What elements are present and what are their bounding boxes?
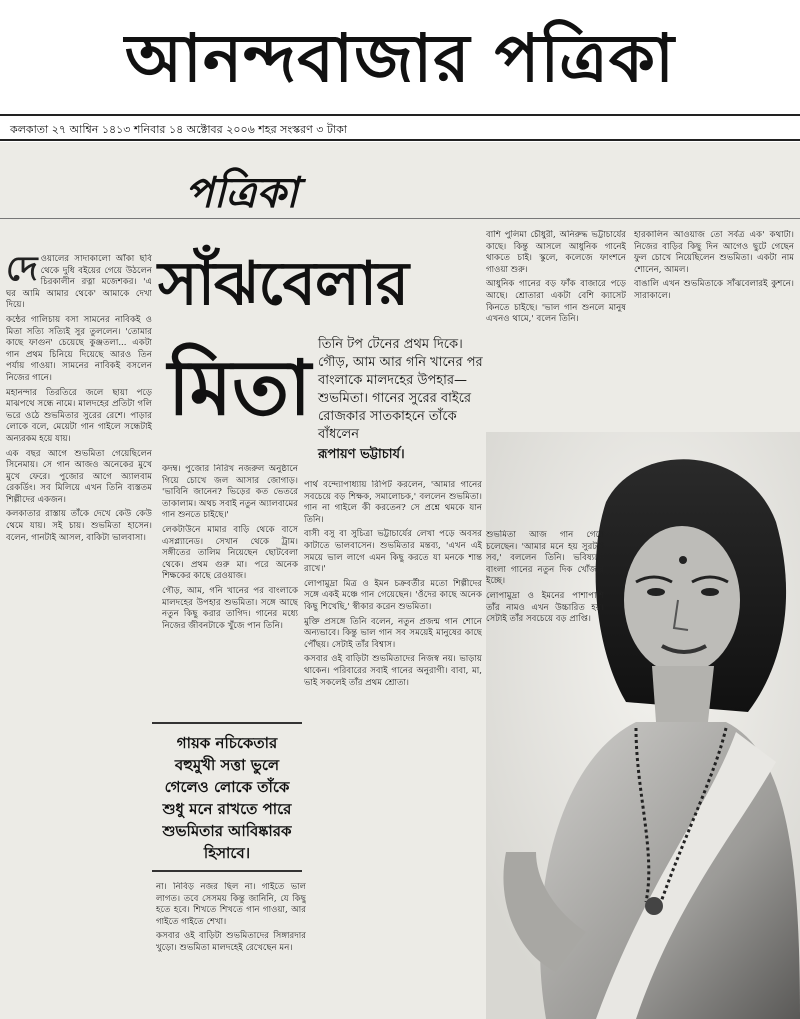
paragraph: হারকালিন আওয়াজ তো সর্বত্র এক' কথাটা। নিজের বাড়ির কিছু দিন আগেও ছুটে গেছেন ফুল চোখে নিয়েছিলেন শুভমিতা। একটা নাম শোনেন, আমল। <box>634 230 794 275</box>
masthead <box>0 0 800 112</box>
paragraph: বাশি পুলিমা চৌধুরী, অনিরুদ্ধ ভট্টাচার্যের কাছে। কিন্তু আসলে আধুনিক গানেই থাকতে চাই। স্কুলে, কলেজে ফাংশনে গাওয়া শুরু। <box>486 230 626 275</box>
drop-cap: দে <box>6 254 38 289</box>
article-column-f <box>486 530 604 1010</box>
article-column-g <box>156 882 306 1014</box>
paragraph: না। নিবিড় নজর ছিল না। গাইতে ভাল লাগত। তবে সেসময় কিন্তু জানিনি, যে কিছু হতে হবে। শিখতে শিখতে গান গাওয়া, আর গাইতে গাইতে শেখা। <box>156 882 306 927</box>
article-column-c <box>304 480 482 1019</box>
paragraph: লোপামুদ্রা ও ইমনের পাশাপাশি তাঁর নামও এখন উচ্চারিত হয়। সেটাই তাঁর সবচেয়ে বড় প্রাপ্তি। <box>486 590 604 625</box>
headline-line-1: সাঁঝবেলার <box>158 249 409 319</box>
section-rule <box>0 218 800 219</box>
paragraph: বাসী বসু বা সুচিত্রা ভট্টাচার্যের লেখা পড়ে অবসর কাটাতে ভালবাসেন। শুভমিতার মন্তব্য, 'এখন এই সময়ে ভাল লাগে এমন কিছু করতে যা মনকে শান্ত রাখে।' <box>304 529 482 575</box>
standfirst <box>318 336 486 464</box>
newspaper-title: আনন্দবাজার পত্রিকা <box>124 20 676 97</box>
article-clipping <box>0 142 800 1019</box>
masthead-rule-bottom <box>0 139 800 141</box>
paragraph: গৌড়, আম, গনি খানের পর বাংলাকে মালদহের উপহার শুভমিতা। সঙ্গে আছে নতুন কিছু করার তাগিদ। গানের মধ্যে নিজের জীবনটাকে খুঁজে পান তিনি। <box>162 585 298 631</box>
byline: রূপায়ণ ভট্টাচার্য। <box>318 447 405 462</box>
paragraph: লোপামুদ্রা মিত্র ও ইমন চক্রবর্তীর মতো শিল্পীদের সঙ্গে একই মঞ্চে গান গেয়েছেন। 'ওঁদের কাছে অনেক কিছু শিখেছি,' স্বীকার করেন শুভমিতা। <box>304 578 482 612</box>
section-label: পত্রিকা <box>185 168 298 217</box>
paragraph: কসবার ওই বাড়িটা শুভমিতাদের সিঙ্গারদার খুড়ো। শুভমিতা মালদহেই রেখেছেন মন। <box>156 931 306 953</box>
pull-quote: গায়ক নচিকেতার বহুমুখী সত্তা ভুলে গেলেও লোকে তাঁকে শুধু মনে রাখতে পারে শুভমিতার আবিষ্কারক হিসাবে। <box>152 722 302 872</box>
paragraph: কসবার ওই বাড়িটা শুভমিতাদের নিজস্ব নয়। ভাড়ায় থাকেন। পরিবারের সবাই গানের অনুরাগী। বাবা, মা, ভাই সকলেই তাঁর প্রথম শ্রোতা। <box>304 654 482 688</box>
paragraph: কলকাতার রাস্তায় তাঁকে দেখে কেউ কেউ থেমে যায়। সই চায়। শুভমিতা হাসেন। বলেন, গানটাই আসল, বাকিটা ভালবাসা। <box>6 509 152 543</box>
dateline: কলকাতা ২৭ আশ্বিন ১৪১৩ শনিবার ১৪ অক্টোবর ২০০৬ শহর সংস্করণ ৩ টাকা <box>10 123 347 136</box>
paragraph: লেকটাউনে মামার বাড়ি থেকে বাসে এসপ্ল্যানেড। সেখান থেকে ট্রাম। সঙ্গীতের তালিম নিয়েছেন ছোটবেলা থেকে। প্রথম গুরু মা। পরে অনেক শিক্ষকের কাছে রেওয়াজ। <box>162 524 298 582</box>
article-column-a <box>6 254 152 844</box>
masthead-rule-top <box>0 114 800 116</box>
paragraph: কদম্ব। পুজোর নিরিখ নজরুল অনুষ্ঠানে গিয়ে চোখে জল আসার জোগাড়। 'ভাবিনি জানেন? ভিড়ের কত ভেতরে তাকালাম। অথচ সবাই নতুন অ্যালবামের গান শুনতে চাইছে।' <box>162 464 298 521</box>
paragraph: পার্থ বন্দ্যোপাধ্যায় রিপিট করলেন, 'আমার গানের সবচেয়ে বড় শিক্ষক, সমালোচক,' বললেন শুভমিতা। গান না গাইলে কী করতেন? সে প্রশ্নে থমকে যান তিনি। <box>304 480 482 525</box>
paragraph: মহানন্দার তিরতিরে জলে ছায়া পড়ে মাঝপথে সন্ধে নামে। মালদহের প্রতিটা গলি ভরে ওঠে শুভমিতার সুরের রেশে। পাড়ার লোকে বলে, মেয়েটা গান গাইলে সন্ধেটাই অন্যরকম হয়ে যায়। <box>6 387 152 444</box>
paragraph: আধুনিক গানের বড় ফাঁক বাজারে পড়ে আছে। শ্রোতারা একটা বেশি ক্যাসেট কিনতে চাইছে। 'ভাল গান শুনলে মানুষ এখনও থামে,' বলেন তিনি। <box>486 279 626 325</box>
article-column-e <box>634 230 794 390</box>
paragraph: মুক্তি প্রসঙ্গে তিনি বলেন, নতুন প্রজন্ম গান শোনে অন্যভাবে। কিন্তু ভাল গান সব সময়েই মানুষের কাছে পৌঁছয়। সেটাই তাঁর বিশ্বাস। <box>304 616 482 650</box>
headline-line-2: মিতা <box>168 343 312 432</box>
paragraph: এক বছর আগে শুভমিতা গেয়েছিলেন সিনেমায়। সে গান আজও অনেকের মুখে মুখে ফেরে। পুজোর আগে অ্যালবাম রেকর্ডিং। সব মিলিয়ে এখন তিনি ব্যস্ততম শিল্পীদের একজন। <box>6 448 152 505</box>
paragraph: বাঙালি এখন শুভমিতাকে সাঁঝবেলারই কুশনে। সারাকালে। <box>634 279 794 301</box>
paragraph: দেওয়ালের সাদাকালো আঁকা ছবি থেকে দুধি বইয়ের গেয়ে উঠলেন চিরকালীন রত্না মজেশকর। 'এ ঘর আমি আমার থেকে' আমাকে দেখা দিয়ে। <box>6 254 152 311</box>
standfirst-text: তিনি টপ টেনের প্রথম দিকে। গৌড়, আম আর গনি খানের পর বাংলাকে মালদহের উপহার— শুভমিতা। গানের সুরের বাইরে রোজকার সাতকাহনে তাঁকে বাঁধলেন <box>318 337 483 442</box>
paragraph: শুভমিতা আজ গান গেয়ে চলেছেন। 'আমার মনে হয় সুরটাই সব,' বললেন তিনি। ভবিষ্যতে বাংলা গানের নতুন দিক খোঁজার ইচ্ছে। <box>486 530 604 587</box>
paragraph: কন্ঠের গালিচায় বসা সামনের নাবিকই ও মিতা সত্যি সত্যিই সুর তুললেন। 'তোমার কাছে ফাগুন' চেয়েছে কুঞ্জতলা... একটা গান প্রথম চিনিয়ে দিয়েছে আরও তিন পর্যায় গাওয়া। সামনের নাবিকই বসলেন নিজের গানে। <box>6 314 152 383</box>
